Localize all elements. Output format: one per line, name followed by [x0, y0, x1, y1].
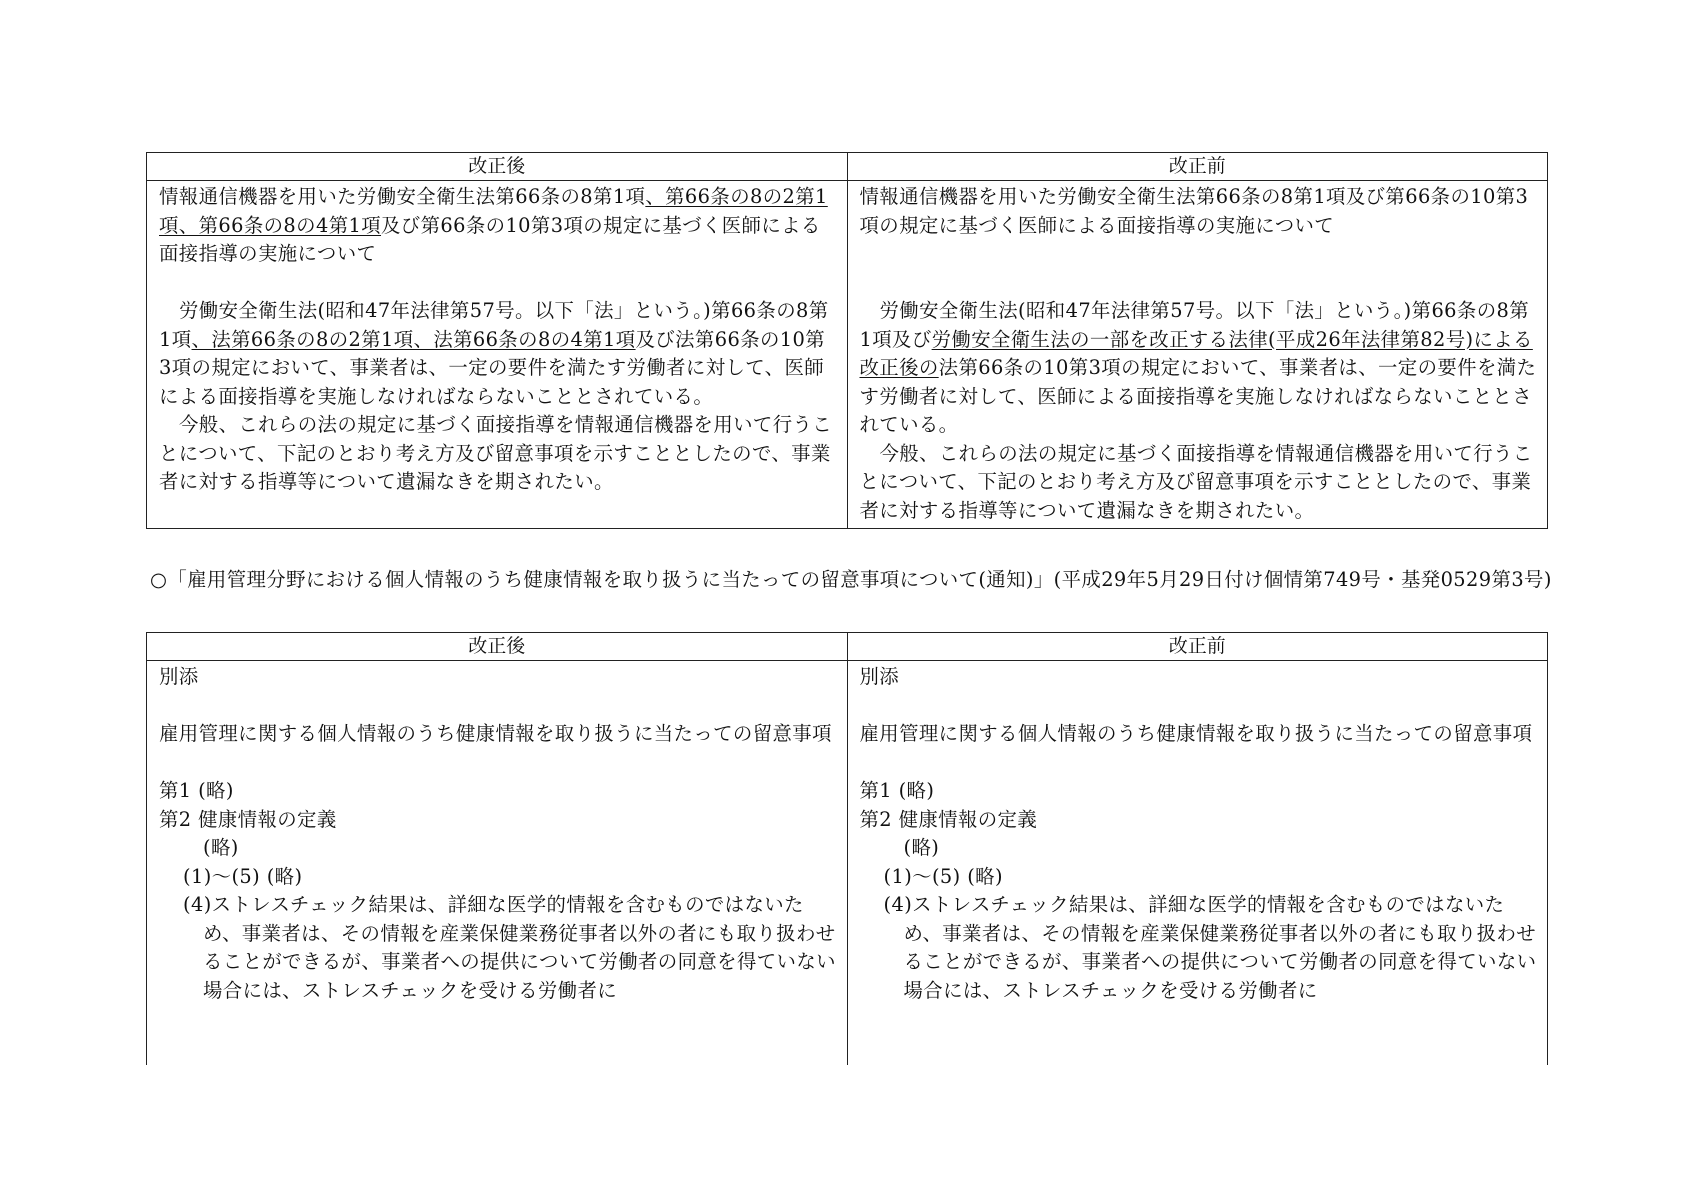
item-1: 第1 (略)	[159, 779, 234, 802]
after-paragraph-2: 今般、これらの法の規定に基づく面接指導を情報通信機器を用いて行うことについて、下記のとおり考え方及び留意事項を示すこととしたので、事業者に対する指導等について遺漏なきを期されたい。	[159, 413, 833, 493]
after-p1-amendment: 、法第66条の8の2第1項、法第66条の8の4第1項	[191, 327, 636, 351]
section-heading: ○「雇用管理分野における個人情報のうち健康情報を取り扱うに当たっての留意事項について(通知)」(平成29年5月29日付け個情第749号・基発0529第3号)	[150, 568, 1552, 591]
after-paragraph-1	[159, 297, 837, 411]
column-header-after: 改正後	[147, 153, 848, 181]
after-cell	[147, 661, 848, 1066]
after-p1-text-end: 及び法第66条の10第3項の規定において、事業者は、一定の要件を満たす労働者に対して、医師による面接指導を実施しなければならないこととされている。	[159, 327, 826, 408]
comparison-table-1	[146, 152, 1548, 529]
item-2: 第2 健康情報の定義	[159, 807, 337, 831]
before-paragraph-2: 今般、これらの法の規定に基づく面接指導を情報通信機器を用いて行うことについて、下記のとおり考え方及び留意事項を示すこととしたので、事業者に対する指導等について遺漏なきを期されたい。	[859, 441, 1533, 522]
before-paragraph-1	[860, 297, 1538, 440]
before-p1-text: 労働安全衛生法(昭和47年法律第57号。以下「法」という。)第66条の8第1項及び	[859, 299, 1530, 351]
annex-label: 別添	[159, 665, 199, 688]
before-p1-amendment: 労働安全衛生法の一部を改正する法律(平成26年法律第82号)による改正後の	[859, 327, 1533, 379]
column-header-after: 改正後	[147, 633, 848, 661]
column-header-before: 改正前	[847, 153, 1548, 181]
item-2-omitted: (略)	[903, 836, 940, 859]
after-p1-text: 労働安全衛生法(昭和47年法律第57号。以下「法」という。)第66条の8第1項	[159, 299, 829, 351]
before-p1-text-end: 法第66条の10第3項の規定において、事業者は、一定の要件を満たす労働者に対して、医師による面接指導を実施しなければならないこととされている。	[859, 356, 1537, 436]
after-cell	[147, 181, 848, 529]
item-2: 第2 健康情報の定義	[859, 807, 1038, 831]
after-title-amendment: 、第66条の8の2第1項、第66条の8の4第1項	[159, 185, 828, 237]
annex-title: 雇用管理に関する個人情報のうち健康情報を取り扱うに当たっての留意事項	[159, 722, 832, 745]
sub-items-range: (1)～(5) (略)	[883, 864, 1003, 888]
annex-label: 別添	[859, 665, 900, 688]
after-title	[159, 183, 837, 269]
sub-item-4: (4)ストレスチェック結果は、詳細な医学的情報を含むものではないため、事業者は、その情報を産業保健業務従事者以外の者にも取り扱わせることができるが、事業者への提供について労働者の同意を得ていない場合には、ストレスチェックを受ける労働者に	[183, 893, 836, 1002]
before-title: 情報通信機器を用いた労働安全衛生法第66条の8第1項及び第66条の10第3項の規定に基づく医師による面接指導の実施について	[859, 185, 1529, 237]
sub-item-4: (4)ストレスチェック結果は、詳細な医学的情報を含むものではないため、事業者は、その情報を産業保健業務従事者以外の者にも取り扱わせることができるが、事業者への提供について労働者の同意を得ていない場合には、ストレスチェックを受ける労働者に	[883, 893, 1537, 1002]
sub-items-range: (1)～(5) (略)	[183, 864, 303, 888]
before-cell	[847, 181, 1548, 529]
after-title-text-end: 及び第66条の10第3項の規定に基づく医師による面接指導の実施について	[159, 213, 821, 265]
item-2-omitted: (略)	[203, 836, 239, 859]
comparison-table-2	[146, 632, 1548, 1065]
item-1: 第1 (略)	[859, 779, 935, 802]
before-cell	[847, 661, 1548, 1066]
after-title-text: 情報通信機器を用いた労働安全衛生法第66条の8第1項	[159, 185, 646, 208]
column-header-before: 改正前	[847, 633, 1548, 661]
annex-title: 雇用管理に関する個人情報のうち健康情報を取り扱うに当たっての留意事項	[859, 722, 1533, 745]
